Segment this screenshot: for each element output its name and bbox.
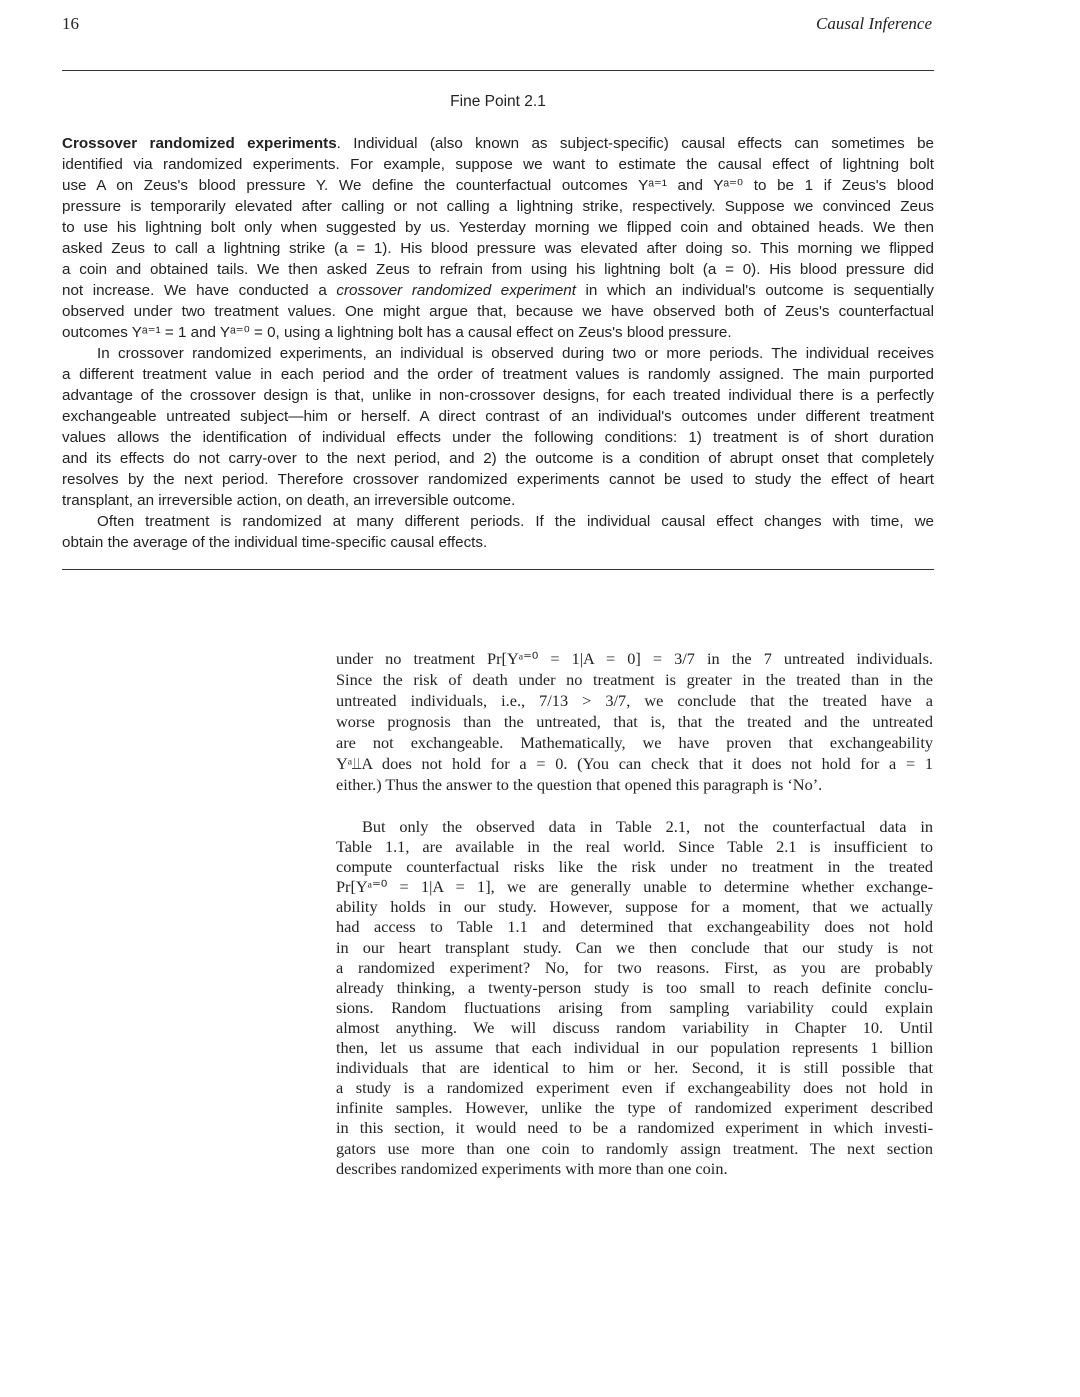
text-line: identified via randomized experiments. For example, suppose we want to estimate the causal effect of lightning bolt <box>62 156 934 173</box>
text-line: then, let us assume that each individual in our population represents 1 billion <box>336 1038 933 1058</box>
text-line: advantage of the crossover design is that, unlike in non-crossover designs, for each treated individual there is a perfectly <box>62 387 934 404</box>
text-segment: in which an individual's outcome is sequentially <box>575 282 935 299</box>
text-line: a study is a randomized experiment even if exchangeability does not hold in <box>336 1078 933 1098</box>
text-line: Since the risk of death under no treatment is greater in the treated than in the <box>336 670 933 689</box>
text-line: obtain the average of the individual time-specific causal effects. <box>62 534 488 551</box>
fine-point-bottom-rule <box>62 569 934 570</box>
text-line: use A on Zeus's blood pressure Y. We define the counterfactual outcomes Yᵃ⁼¹ and Yᵃ⁼⁰ to be 1 if Zeus's blood <box>62 177 934 194</box>
text-line: in our heart transplant study. Can we then conclude that our study is not <box>336 937 933 957</box>
text-line: sions. Random fluctuations arising from sampling variability could explain <box>336 997 933 1017</box>
text-line: In crossover randomized experiments, an individual is observed during two or more periods. The individual receives <box>97 345 934 362</box>
text-line <box>62 280 934 301</box>
text-line: Table 1.1, are available in the real world. Since Table 2.1 is insufficient to <box>336 837 933 857</box>
text-line: in this section, it would need to be a randomized experiment in which investi- <box>336 1118 933 1138</box>
running-title: Causal Inference <box>816 14 932 33</box>
bold-lead-text: Crossover randomized experiments <box>62 135 337 152</box>
text-line: to use his lightning bolt only when suggested by us. Yesterday morning we flipped coin and obtained heads. We then <box>62 219 934 236</box>
text-line: ability holds in our study. However, suppose for a moment, that we actually <box>336 897 933 917</box>
text-segment: not increase. We have conducted a <box>62 282 337 299</box>
paragraph <box>62 343 934 511</box>
text-line: observed under two treatment values. One might argue that, because we have observed both of Zeus's counterfactual <box>62 303 934 320</box>
paragraph <box>62 511 934 553</box>
text-line: infinite samples. However, unlike the type of randomized experiment described <box>336 1098 933 1118</box>
text-line: gators use more than one coin to randomly assign treatment. The next section <box>336 1138 933 1158</box>
text-line: asked Zeus to call a lightning strike (a = 1). His blood pressure was elevated after doing so. This morning we flipped <box>62 240 934 257</box>
text-line: untreated individuals, i.e., 7/13 > 3/7, we conclude that the treated have a <box>336 691 933 710</box>
text-segment: . Individual (also known as subject-specific) causal effects can sometimes be <box>336 135 934 152</box>
text-line: already thinking, a twenty-person study is too small to reach definite conclu- <box>336 977 933 997</box>
text-line: Pr[Yᵃ⁼⁰ = 1|A = 1], we are generally unable to determine whether exchange- <box>336 877 933 897</box>
text-line: are not exchangeable. Mathematically, we have proven that exchangeability <box>336 733 933 752</box>
text-line: either.) Thus the answer to the question that opened this paragraph is ‘No’. <box>336 775 823 794</box>
text-line: Yᵃ⫫A does not hold for a = 0. (You can check that it does not hold for a = 1 <box>336 754 933 773</box>
fine-point-title: Fine Point 2.1 <box>450 93 546 110</box>
text-line: worse prognosis than the untreated, that is, that the treated and the untreated <box>336 712 933 731</box>
text-line: a different treatment value in each period and the order of treatment values is randomly assigned. The main purported <box>62 366 934 383</box>
text-line: individuals that are identical to him or her. Second, it is still possible that <box>336 1058 933 1078</box>
text-line <box>62 133 934 154</box>
text-line: values allows the identification of individual effects under the following conditions: 1) treatment is of short duration <box>62 429 934 446</box>
paragraph <box>336 649 933 796</box>
fine-point-box <box>62 133 934 553</box>
paragraph <box>62 133 934 343</box>
text-line: exchangeable untreated subject—him or herself. A direct contrast of an individual's outcomes under different treatment <box>62 408 934 425</box>
text-line: almost anything. We will discuss random variability in Chapter 10. Until <box>336 1017 933 1037</box>
text-line: compute counterfactual risks like the risk under no treatment in the treated <box>336 857 933 877</box>
paragraph <box>336 817 933 1179</box>
text-line: a coin and obtained tails. We then asked Zeus to refrain from using his lightning bolt (a = 0). His blood pressure did <box>62 261 934 278</box>
text-line: and its effects do not carry-over to the next period, and 2) the outcome is a condition of abrupt onset that completely <box>62 450 934 467</box>
text-line: transplant, an irreversible action, on death, an irreversible outcome. <box>62 492 516 509</box>
text-line: resolves by the next period. Therefore crossover randomized experiments cannot be used to study the effect of heart <box>62 471 934 488</box>
text-line: had access to Table 1.1 and determined that exchangeability does not hold <box>336 917 933 937</box>
page-number: 16 <box>62 14 79 33</box>
text-line: Often treatment is randomized at many different periods. If the individual causal effect changes with time, we <box>97 513 934 530</box>
text-line: outcomes Yᵃ⁼¹ = 1 and Yᵃ⁼⁰ = 0, using a lightning bolt has a causal effect on Zeus's blood pressure. <box>62 324 732 341</box>
text-line: under no treatment Pr[Yᵃ⁼⁰ = 1|A = 0] = 3/7 in the 7 untreated individuals. <box>336 649 933 668</box>
text-line: describes randomized experiments with more than one coin. <box>336 1158 728 1178</box>
fine-point-top-rule <box>62 70 934 71</box>
text-line: a randomized experiment? No, for two reasons. First, as you are probably <box>336 957 933 977</box>
main-text <box>336 649 933 1179</box>
text-line: pressure is temporarily elevated after calling or not calling a lightning strike, respectively. Suppose we convinced Zeus <box>62 198 934 215</box>
text-line: But only the observed data in Table 2.1, not the counterfactual data in <box>362 817 933 836</box>
italic-term: crossover randomized experiment <box>336 282 576 299</box>
